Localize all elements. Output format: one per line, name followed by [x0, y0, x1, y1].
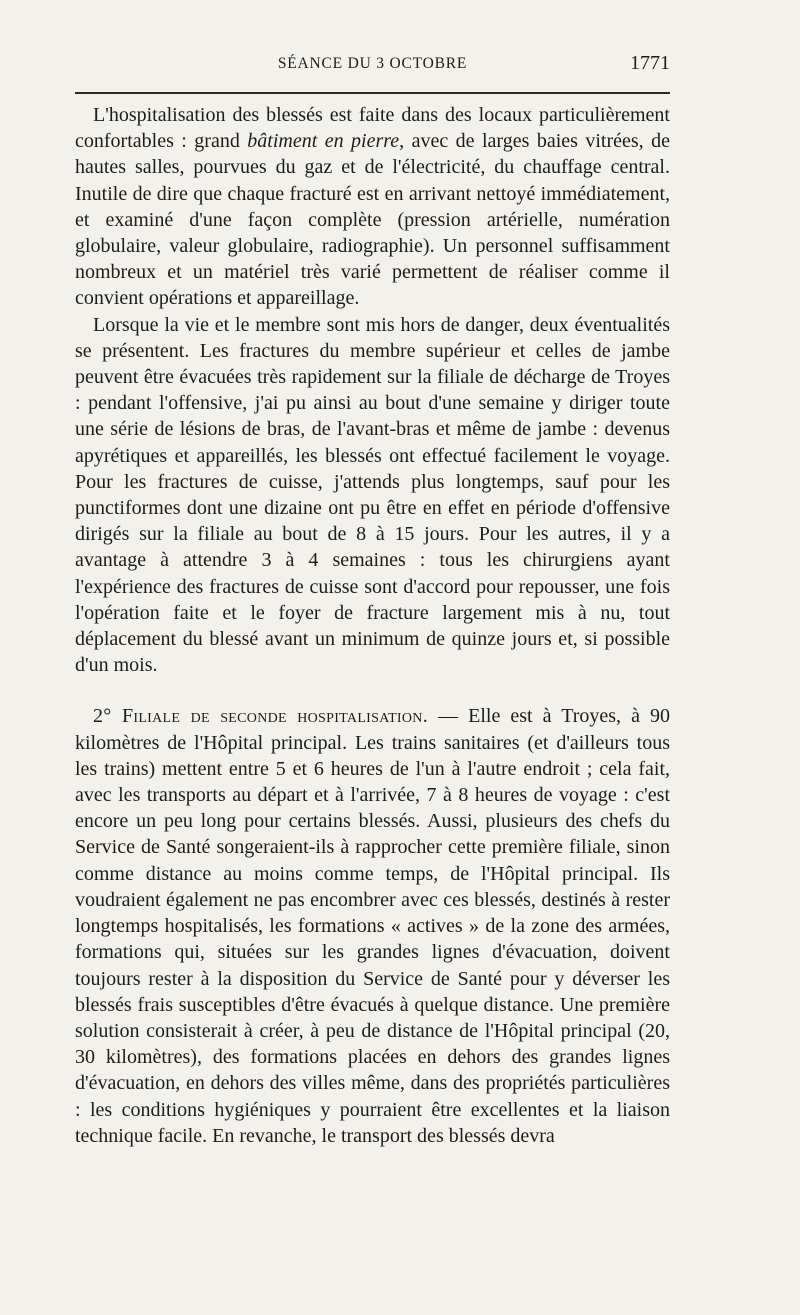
- page-header: [75, 52, 670, 82]
- paragraph-text: L'hospitalisation des blessés est faite dans des locaux particulièrement confortables : grand: [75, 104, 670, 153]
- section-heading: 2° Filiale de seconde hospitalisation.: [93, 705, 429, 728]
- body-text: [75, 102, 670, 1149]
- header-rule: [75, 92, 670, 94]
- page-number: 1771: [630, 52, 670, 74]
- paragraph-text: , avec de larges baies vitrées, de hautes salles, pourvues du gaz et de l'électricité, du chauffage central. Inutile de dire que chaque fracturé est en arrivant nettoyé immédiatement, et examiné d'une façon complète (pression artérielle, numération globulaire, valeur globulaire, radiographie). Un personnel suffisamment nombreux et un matériel très varié permettent de réaliser comme il convient opérations et appareillage.: [75, 130, 670, 310]
- emphasis-text: bâtiment en pierre: [247, 130, 400, 153]
- running-head: SÉANCE DU 3 OCTOBRE: [277, 55, 468, 72]
- paragraph-text: — Elle est à Troyes, à 90 kilomètres de l'Hôpital principal. Les trains sanitaires (et d'ailleurs tous les trains) mettent entre 5 et 6 heures de l'un à l'autre endroit ; cela fait, avec les transports au départ et à l'arrivée, 7 à 8 heures de voyage : c'est encore un peu long pour certains blessés. Aussi, plusieurs des chefs du Service de Santé songeraient-ils à rapprocher cette première filiale, sinon comme distance au moins comme temps, de l'Hôpital principal. Ils voudraient également ne pas encombrer avec ces blessés, destinés à rester longtemps hospitalisés, les formations « actives » de la zone des armées, formations qui, situées sur les grandes lignes d'évacuation, doivent toujours rester à la disposition du Service de Santé pour y déverser les blessés frais susceptibles d'être évacués à quelque distance. Une première solution consisterait à créer, à peu de distance de l'Hôpital principal (20, 30 kilomètres), des formations placées en dehors des grandes lignes d'évacuation, en dehors des villes même, dans des propriétés particulières : les conditions hygiéniques y pourraient être excellentes et la liaison technique facile. En revanche, le transport des blessés devra: [75, 705, 670, 1147]
- paragraph-evacuation: Lorsque la vie et le membre sont mis hors de danger, deux éventualités se présentent. Les fractures du membre supérieur et celles de jambe peuvent être évacuées très rapidement sur la filiale de décharge de Troyes : pendant l'offensive, j'ai pu ainsi au bout d'une semaine y diriger toute une série de lésions de bras, de l'avant-bras et même de jambe : devenus apyrétiques et appareillés, les blessés ont effectué facilement le voyage. Pour les fractures de cuisse, j'attends plus longtemps, sauf pour les punctiformes dont une dizaine ont pu être en effet en période d'offensive dirigés sur la filiale au bout de 8 à 15 jours. Pour les autres, il y a avantage à attendre 3 à 4 semaines : tous les chirurgiens ayant l'expérience des fractures de cuisse sont d'accord pour repousser, une fois l'opération faite et le foyer de fracture largement mis à nu, tout déplacement du blessé avant un minimum de quinze jours et, si possible d'un mois.: [75, 313, 670, 677]
- paragraph-filiale: [75, 703, 670, 1148]
- paragraph-hospitalisation: [75, 102, 670, 312]
